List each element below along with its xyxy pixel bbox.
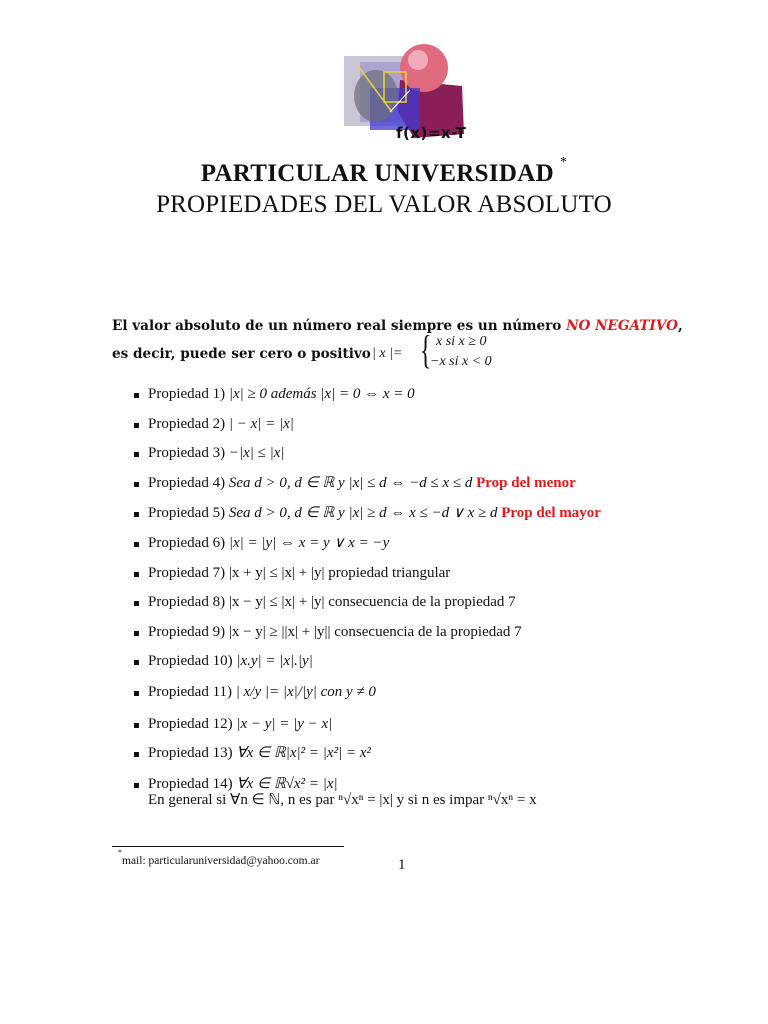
property-label: Propiedad 4) bbox=[148, 475, 226, 491]
bullet-icon bbox=[134, 393, 139, 398]
definition-brace: { bbox=[419, 327, 432, 372]
bullet-icon bbox=[134, 660, 139, 665]
logo-caption: f(x)=x-T bbox=[396, 124, 467, 142]
property-label: Propiedad 14) bbox=[148, 776, 233, 792]
bullet-icon bbox=[134, 512, 139, 517]
property-label: Propiedad 6) bbox=[148, 535, 226, 551]
property-tag: Prop del menor bbox=[476, 475, 576, 491]
footnote-rule bbox=[112, 846, 344, 847]
bullet-icon bbox=[134, 542, 139, 547]
bullet-icon bbox=[134, 601, 139, 606]
property-formula: |x − y| = |y − x| bbox=[236, 716, 333, 732]
document-subtitle: PROPIEDADES DEL VALOR ABSOLUTO bbox=[156, 191, 612, 218]
intro-line-1-suffix: , bbox=[677, 318, 683, 334]
property-formula: Sea d > 0, d ∈ ℝ y |x| ≥ d ⇔ x ≤ −d ∨ x ≥ d bbox=[228, 505, 498, 521]
bullet-icon bbox=[134, 783, 139, 788]
property-label: Propiedad 13) bbox=[148, 745, 233, 761]
property-tag: Prop del mayor bbox=[501, 505, 601, 521]
property-formula: ∀x ∈ ℝ|x|² = |x²| = x² bbox=[236, 745, 371, 761]
bullet-icon bbox=[134, 572, 139, 577]
property-label: Propiedad 7) bbox=[148, 565, 226, 581]
intro-highlight: NO NEGATIVO bbox=[566, 318, 678, 334]
intro-line-1-prefix: El valor absoluto de un número real siempre es un número bbox=[112, 318, 567, 334]
definition-lhs: | x |= bbox=[372, 346, 403, 361]
property-formula: | − x| = |x| bbox=[228, 416, 294, 432]
property-formula: |x − y| ≤ |x| + |y| consecuencia de la propiedad 7 bbox=[228, 594, 516, 610]
footnote-mark: * bbox=[118, 848, 122, 857]
intro-line-2: es decir, puede ser cero o positivo bbox=[112, 346, 371, 362]
property-formula: | x/y |= |x|/|y| con y ≠ 0 bbox=[235, 684, 376, 700]
property-formula: |x − y| ≥ ||x| + |y|| consecuencia de la propiedad 7 bbox=[228, 624, 522, 640]
bullet-icon bbox=[134, 631, 139, 636]
definition-case-1: x si x ≥ 0 bbox=[436, 334, 487, 349]
document-title bbox=[0, 154, 768, 188]
bullet-icon bbox=[134, 452, 139, 457]
intro-line-1 bbox=[112, 318, 712, 334]
bullet-icon bbox=[134, 482, 139, 487]
property-formula: Sea d > 0, d ∈ ℝ y |x| ≤ d ⇔ −d ≤ x ≤ d bbox=[228, 475, 473, 491]
property-label: Propiedad 9) bbox=[148, 624, 226, 640]
property-label: Propiedad 5) bbox=[148, 505, 226, 521]
property-formula: |x| = |y| ⇔ x = y ∨ x = −y bbox=[228, 535, 390, 551]
title-text: PARTICULAR UNIVERSIDAD bbox=[200, 160, 554, 187]
property-label: Propiedad 2) bbox=[148, 416, 226, 432]
university-logo bbox=[340, 42, 470, 150]
property-formula: |x + y| ≤ |x| + |y| propiedad triangular bbox=[228, 565, 451, 581]
property-label: Propiedad 3) bbox=[148, 445, 226, 461]
bullet-icon bbox=[134, 752, 139, 757]
footnote bbox=[118, 848, 320, 867]
property-formula: ∀x ∈ ℝ√x² = |x| bbox=[236, 776, 338, 792]
property-formula: |x.y| = |x|.|y| bbox=[236, 653, 313, 669]
property-label: Propiedad 10) bbox=[148, 653, 233, 669]
property-note: En general si ∀n ∈ ℕ, n es par ⁿ√xⁿ = |x| y si n es impar ⁿ√xⁿ = x bbox=[148, 792, 537, 808]
bullet-icon bbox=[134, 423, 139, 428]
property-formula: |x| ≥ 0 además |x| = 0 ⇔ x = 0 bbox=[228, 386, 415, 402]
page-number: 1 bbox=[398, 857, 406, 873]
property-label: Propiedad 1) bbox=[148, 386, 226, 402]
footnote-text: mail: particularuniversidad@yahoo.com.ar bbox=[122, 854, 320, 867]
bullet-icon bbox=[134, 691, 139, 696]
title-footnote-mark: * bbox=[559, 154, 568, 170]
property-formula: −|x| ≤ |x| bbox=[228, 445, 285, 461]
property-label: Propiedad 11) bbox=[148, 684, 233, 700]
bullet-icon bbox=[134, 723, 139, 728]
property-label: Propiedad 8) bbox=[148, 594, 226, 610]
definition-case-2: −x si x < 0 bbox=[430, 354, 492, 369]
property-label: Propiedad 12) bbox=[148, 716, 233, 732]
